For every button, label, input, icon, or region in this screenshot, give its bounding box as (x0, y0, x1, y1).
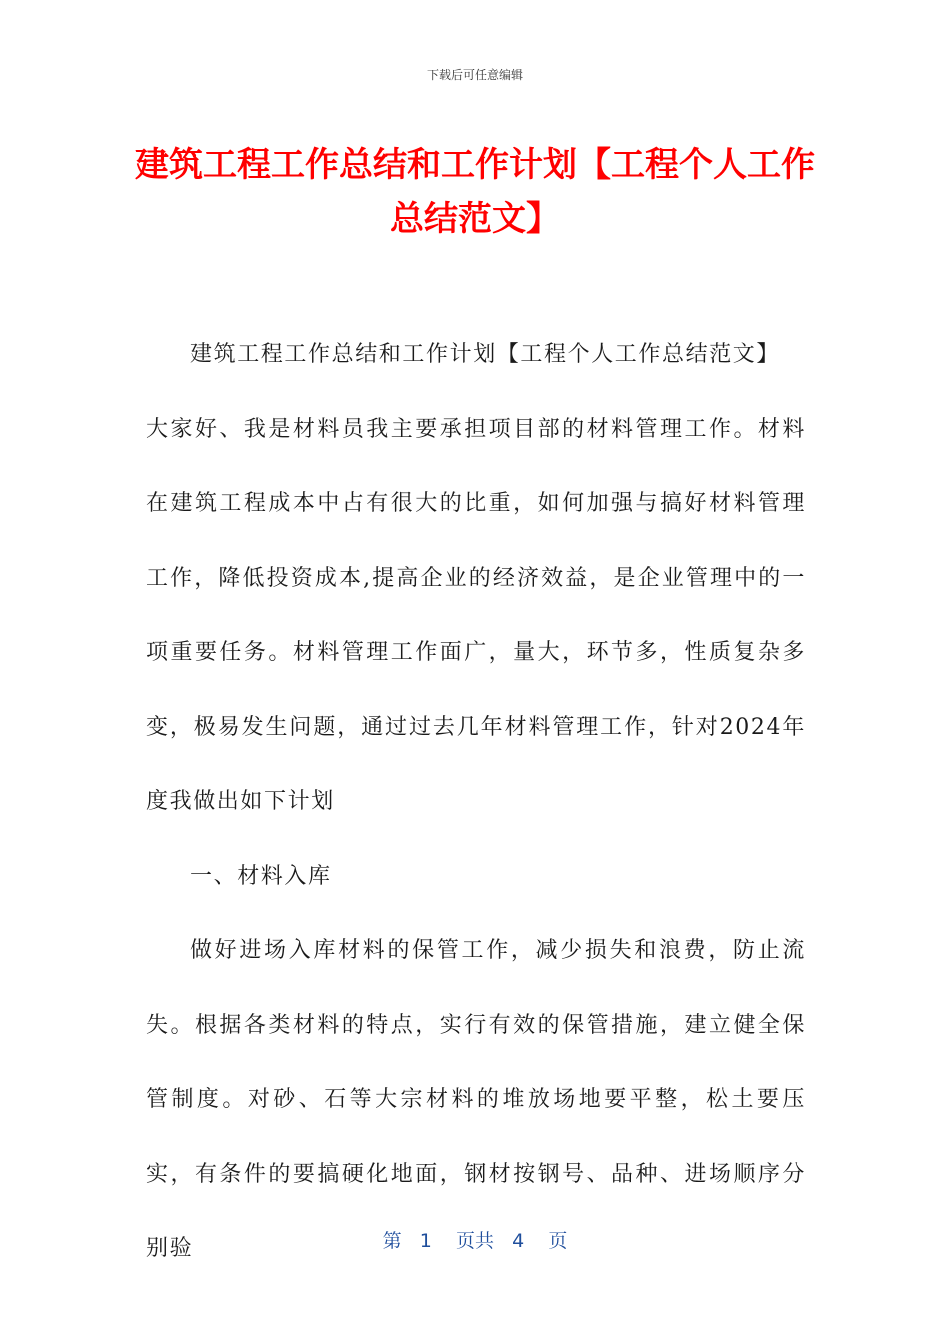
paragraph-heading: 建筑工程工作总结和工作计划【工程个人工作总结范文】 (190, 342, 781, 367)
footer-suffix: 页 (548, 1230, 568, 1252)
footer-total-pages: 4 (512, 1230, 525, 1252)
footer-middle: 页共 (455, 1230, 494, 1252)
header-note: 下载后可任意编辑 (426, 68, 523, 82)
section-heading-1: 一、材料入库 (190, 863, 332, 889)
paragraph-intro: 大家好、我是材料员我主要承担项目部的材料管理工作。材料在建筑工程成本中占有很大的比重，如何加强与搞好材料管理工作，降低投资成本,提高企业的经济效益，是企业管理中的一项重要任务。材料管理工作面广，量大，环节多，性质复杂多变，极易发生问题，通过过去几年材料管理工作，针对2024年度我做出如下计划 (146, 416, 806, 814)
document-title: 建筑工程工作总结和工作计划【工程个人工作总结范文】 (135, 145, 815, 239)
footer-prefix: 第 (382, 1230, 402, 1252)
page-footer (0, 1226, 950, 1253)
document-body (146, 318, 806, 1287)
paragraph-section-1: 做好进场入库材料的保管工作，减少损失和浪费，防止流失。根据各类材料的特点，实行有效的保管措施，建立健全保管制度。对砂、石等大宗材料的堆放场地要平整，松土要压实，有条件的要搞硬化地面，钢材按钢号、品种、进场顺序分别验 (146, 938, 806, 1261)
footer-page-number: 1 (419, 1230, 432, 1252)
